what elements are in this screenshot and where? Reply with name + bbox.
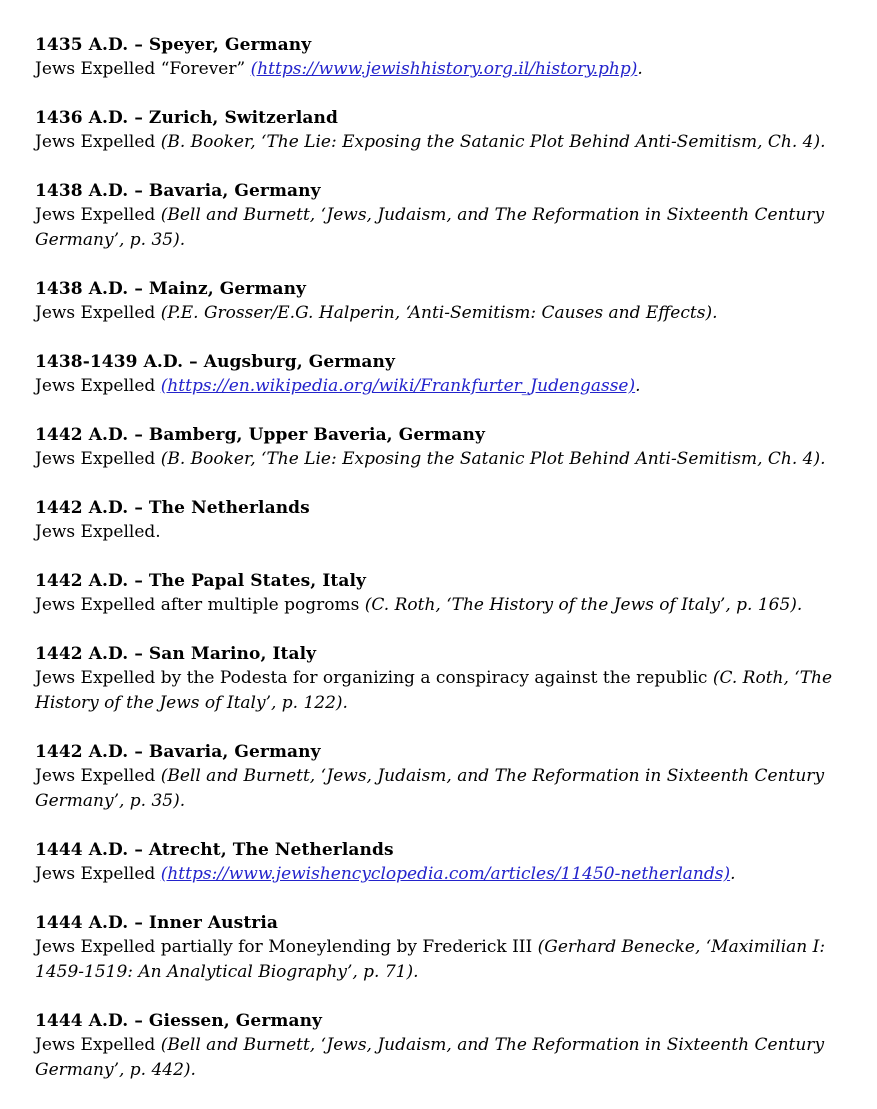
citation-text: (Bell and Burnett, ‘Jews, Judaism, and The Reformation in Sixteenth Century Germany’, p. 35). [35, 205, 825, 250]
entry-description [35, 520, 848, 545]
description-text: Jews Expelled [35, 449, 161, 469]
citation-text: . [637, 59, 643, 79]
description-text: Jews Expelled “Forever” [35, 59, 251, 79]
timeline-entry [35, 106, 848, 155]
timeline-entry [35, 179, 848, 253]
source-link[interactable]: (https://en.wikipedia.org/wiki/Frankfurter_Judengasse) [160, 376, 636, 396]
entry-description [35, 764, 848, 814]
entry-description [35, 301, 848, 326]
citation-text: . [635, 376, 641, 396]
timeline-entry [35, 1009, 848, 1083]
entry-heading: 1438-1439 A.D. – Augsburg, Germany [35, 352, 395, 372]
citation-text: (P.E. Grosser/E.G. Halperin, ‘Anti-Semitism: Causes and Effects). [160, 303, 718, 323]
description-text: Jews Expelled [35, 303, 161, 323]
description-text: Jews Expelled after multiple pogroms [35, 595, 365, 615]
timeline-entry [35, 496, 848, 545]
entry-description [35, 666, 848, 716]
description-text: Jews Expelled [35, 132, 161, 152]
citation-text: (C. Roth, ‘The History of the Jews of Italy’, p. 122). [35, 668, 833, 713]
entry-heading: 1436 A.D. – Zurich, Switzerland [35, 108, 338, 128]
timeline-entry [35, 423, 848, 472]
entry-description [35, 593, 848, 618]
citation-text: (B. Booker, ‘The Lie: Exposing the Satanic Plot Behind Anti-Semitism, Ch. 4). [160, 132, 826, 152]
entry-heading: 1438 A.D. – Bavaria, Germany [35, 181, 321, 201]
citation-text: (B. Booker, ‘The Lie: Exposing the Satanic Plot Behind Anti-Semitism, Ch. 4). [160, 449, 826, 469]
entry-description [35, 374, 848, 399]
entry-heading: 1444 A.D. – Inner Austria [35, 913, 278, 933]
entry-heading: 1435 A.D. – Speyer, Germany [35, 35, 312, 55]
description-text: Jews Expelled [35, 864, 161, 884]
timeline-entry [35, 350, 848, 399]
entry-heading: 1442 A.D. – The Netherlands [35, 498, 310, 518]
description-text: Jews Expelled partially for Moneylending by Frederick III [35, 937, 538, 957]
entry-heading: 1442 A.D. – Bavaria, Germany [35, 742, 321, 762]
entry-heading: 1438 A.D. – Mainz, Germany [35, 279, 307, 299]
entry-description [35, 862, 848, 887]
description-text: Jews Expelled [35, 205, 161, 225]
entry-description [35, 203, 848, 253]
citation-text: (Bell and Burnett, ‘Jews, Judaism, and The Reformation in Sixteenth Century Germany’, p. 442). [35, 1035, 825, 1080]
timeline-entry [35, 277, 848, 326]
description-text: Jews Expelled [35, 376, 161, 396]
source-link[interactable]: (https://www.jewishhistory.org.il/history.php) [250, 59, 638, 79]
description-text: Jews Expelled [35, 1035, 161, 1055]
citation-text: . [730, 864, 736, 884]
entry-description [35, 57, 848, 82]
timeline-entry [35, 740, 848, 814]
entry-heading: 1442 A.D. – San Marino, Italy [35, 644, 317, 664]
timeline-entry [35, 33, 848, 82]
description-text: Jews Expelled. [35, 522, 161, 542]
timeline-entry [35, 642, 848, 716]
timeline-entry [35, 911, 848, 985]
entry-heading: 1442 A.D. – Bamberg, Upper Baveria, Germany [35, 425, 485, 445]
citation-text: (C. Roth, ‘The History of the Jews of Italy’, p. 165). [364, 595, 803, 615]
citation-text: (Bell and Burnett, ‘Jews, Judaism, and The Reformation in Sixteenth Century Germany’, p. 35). [35, 766, 825, 811]
timeline-entry [35, 569, 848, 618]
entry-heading: 1444 A.D. – Atrecht, The Netherlands [35, 840, 394, 860]
description-text: Jews Expelled by the Podesta for organizing a conspiracy against the republic [35, 668, 713, 688]
entry-description [35, 935, 848, 985]
entry-description [35, 447, 848, 472]
entry-description [35, 1033, 848, 1083]
entry-heading: 1444 A.D. – Giessen, Germany [35, 1011, 323, 1031]
description-text: Jews Expelled [35, 766, 161, 786]
entry-description [35, 130, 848, 155]
timeline-entry [35, 838, 848, 887]
citation-text: (Gerhard Benecke, ‘Maximilian I: 1459-1519: An Analytical Biography’, p. 71). [35, 937, 826, 982]
entries-list [35, 33, 848, 1083]
source-link[interactable]: (https://www.jewishencyclopedia.com/articles/11450-netherlands) [160, 864, 731, 884]
entry-heading: 1442 A.D. – The Papal States, Italy [35, 571, 366, 591]
